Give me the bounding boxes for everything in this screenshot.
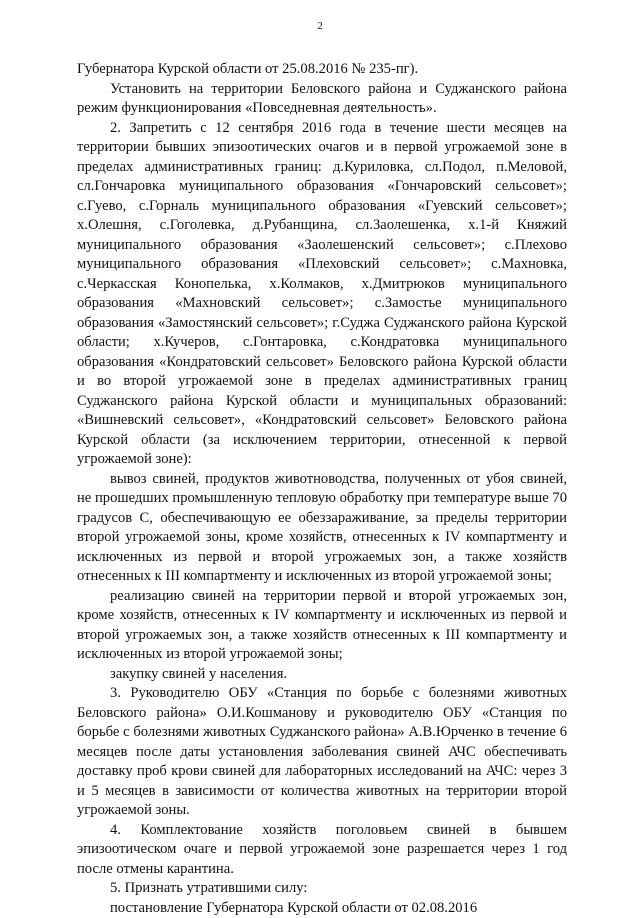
paragraph-continuation: Губернатора Курской области от 25.08.2016 № 235-пг). bbox=[77, 60, 567, 80]
page-number: 2 bbox=[0, 20, 640, 32]
paragraph-regime: Установить на территории Беловского района и Суджанского района режим функционирования «Повседневная деятельность». bbox=[77, 80, 567, 119]
document-body bbox=[77, 60, 567, 918]
paragraph-sale-ban: реализацию свиней на территории первой и второй угрожаемых зон, кроме хозяйств, отнесенных к IV компартменту и исключенных из первой и второй угрожаемых зон, а также хозяйств отнесенных к III компартменту и исключенных из второй угрожаемой зоны; bbox=[77, 587, 567, 665]
paragraph-repealed-decree: постановление Губернатора Курской области от 02.08.2016 bbox=[77, 899, 567, 918]
paragraph-item-3: 3. Руководителю ОБУ «Станция по борьбе с болезнями животных Беловского района» О.И.Кошманову и руководителю ОБУ «Станция по борьбе с болезнями животных Суджанского района» А.В.Юрченко в течение 6 месяцев после даты установления заболевания свиней АЧС обеспечивать доставку проб крови свиней для лабораторных исследований на АЧС: через 3 и 5 месяцев в зависимости от количества животных на территории второй угрожаемой зоны. bbox=[77, 684, 567, 821]
paragraph-item-2: 2. Запретить с 12 сентября 2016 года в течение шести месяцев на территории бывших эпизоотических очагов и в первой угрожаемой зоне в пределах административных границ: д.Куриловка, сл.Подол, п.Меловой, сл.Гончаровка муниципального образования «Гончаровский сельсовет»; с.Гуево, с.Горналь муниципального образования «Гуевский сельсовет»; х.Олешня, с.Гоголевка, д.Рубанщина, сл.Заолешенка, х.1-й Княжий муниципального образования «Заолешенский сельсовет»; с.Плехово муниципального образования «Плеховский сельсовет»; с.Махновка, с.Черкасская Конопелька, х.Колмаков, х.Дмитрюков муниципального образования «Махновский сельсовет»; с.Замостье муниципального образования «Замостянский сельсовет»; г.Суджа Суджанского района Курской области; х.Кучеров, с.Гонтаровка, с.Кондратовка муниципального образования «Кондратовский сельсовет» Беловского района Курской области и во второй угрожаемой зоне в пределах административных границ Суджанского района Курской области и муниципальных образований: «Вишневский сельсовет», «Кондратовский сельсовет» Беловского района Курской области (за исключением территории, отнесенной к первой угрожаемой зоне): bbox=[77, 119, 567, 470]
paragraph-item-4: 4. Комплектование хозяйств поголовьем свиней в бывшем эпизоотическом очаге и первой угрожаемой зоне разрешается через 1 год после отмены карантина. bbox=[77, 821, 567, 880]
paragraph-purchase-ban: закупку свиней у населения. bbox=[77, 665, 567, 685]
paragraph-export-ban: вывоз свиней, продуктов животноводства, полученных от убоя свиней, не прошедших промышленную тепловую обработку при температуре выше 70 градусов С, обеспечивающую ее обеззараживание, за пределы территории второй угрожаемой зоны, кроме хозяйств, отнесенных к IV компартменту и исключенных из первой и второй угрожаемых зон, а также хозяйств отнесенных к III компартменту и исключенных из второй угрожаемой зоны; bbox=[77, 470, 567, 587]
paragraph-item-5: 5. Признать утратившими силу: bbox=[77, 879, 567, 899]
